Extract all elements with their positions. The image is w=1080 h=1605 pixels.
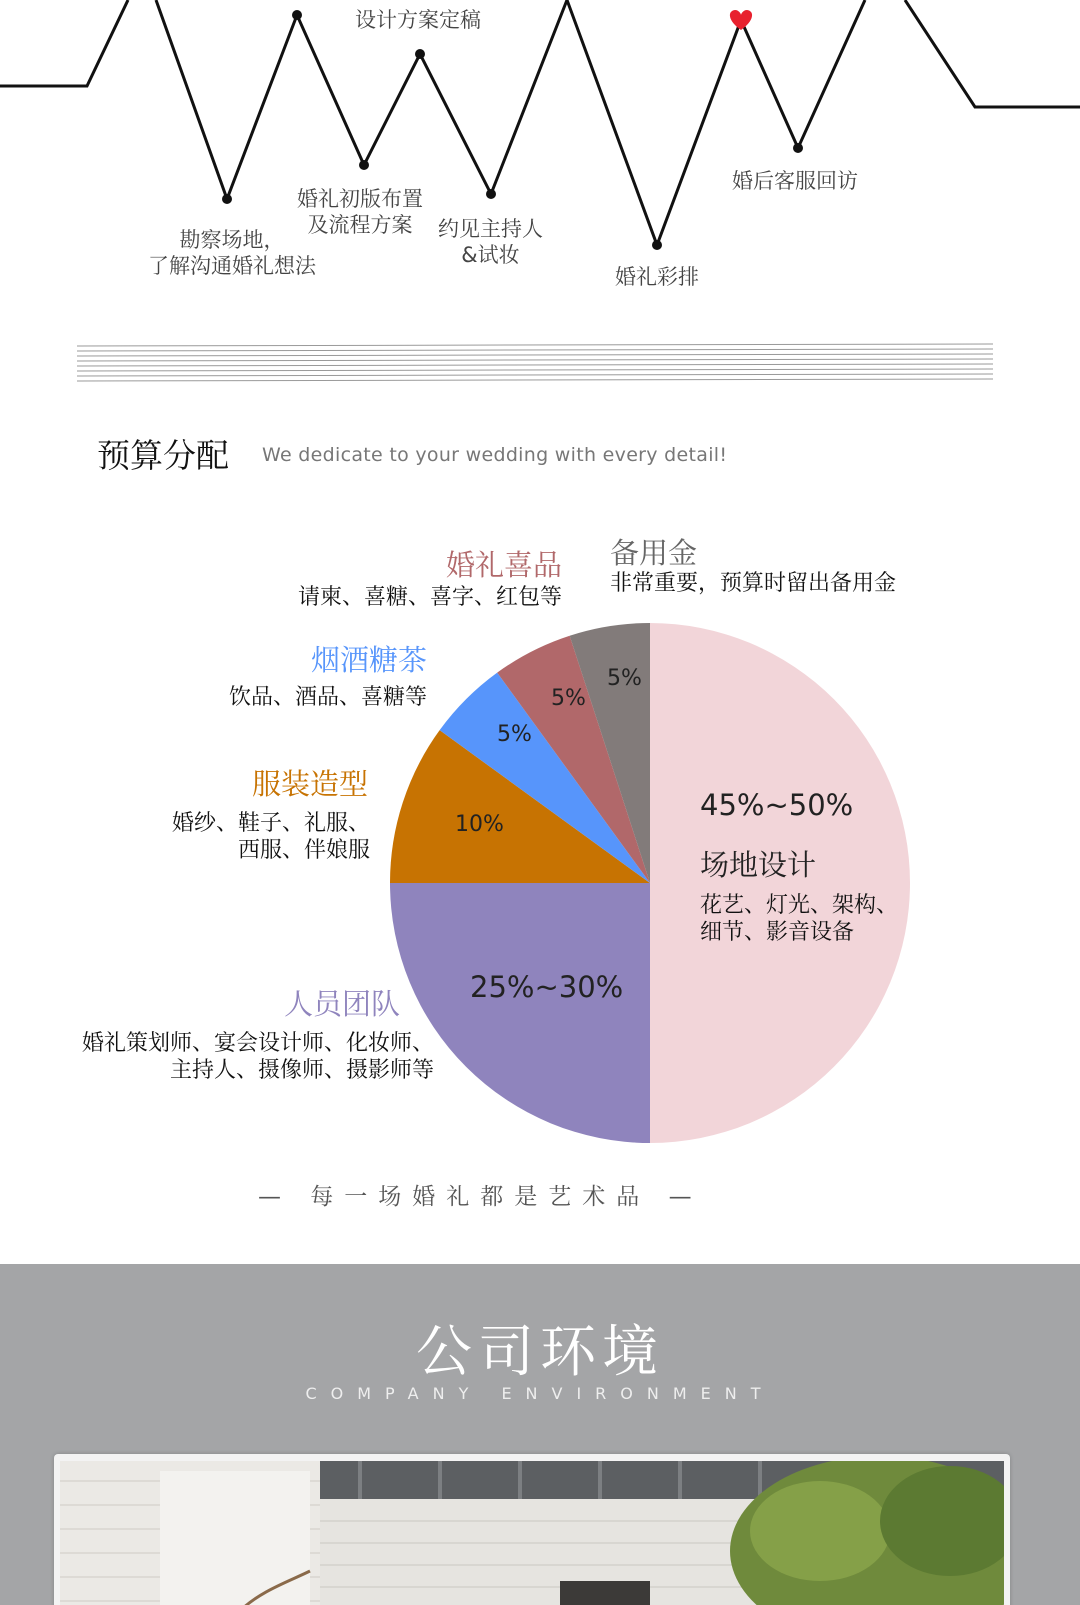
category-title-reserve: 备用金 xyxy=(610,536,698,570)
timeline-dot xyxy=(415,49,425,59)
milestone-survey xyxy=(148,227,316,279)
category-desc-reserve: 非常重要，预算时留出备用金 xyxy=(610,571,897,596)
milestone-followup xyxy=(732,168,858,194)
pct-label-drinks: 5% xyxy=(497,722,532,747)
category-desc-attire: 婚纱、鞋子、礼服、 西服、伴娘服 xyxy=(171,811,370,863)
timeline-dot xyxy=(793,143,803,153)
pct-label-team: 25%~30% xyxy=(470,970,624,1004)
company-title: 公司环境 xyxy=(416,1320,664,1385)
heart-icon xyxy=(730,10,752,30)
milestone-text: 设计方案定稿 xyxy=(355,8,481,32)
pct-label-attire: 10% xyxy=(455,812,504,837)
pct-label-reserve: 5% xyxy=(607,666,642,691)
milestone-finalize xyxy=(355,7,481,33)
category-desc-gifts: 请柬、喜糖、喜字、红包等 xyxy=(297,585,562,610)
category-desc-venue: 花艺、灯光、架构、 细节、影音设备 xyxy=(700,893,899,945)
motto: — 每一场婚礼都是艺术品 — xyxy=(258,1184,703,1210)
pct-label-venue: 45%~50% xyxy=(700,788,854,822)
company-environment-section xyxy=(0,1264,1080,1605)
category-title-gifts: 婚礼喜品 xyxy=(445,548,562,582)
budget-pie-chart xyxy=(385,618,915,1148)
milestone-layout xyxy=(297,186,423,238)
timeline-dot xyxy=(486,189,496,199)
section-divider xyxy=(77,343,993,383)
timeline-dot xyxy=(222,194,232,204)
milestone-text: 婚礼彩排 xyxy=(615,265,699,289)
milestone-text: 勘察场地， 了解沟通婚礼想法 xyxy=(148,228,316,278)
category-title-drinks: 烟酒糖茶 xyxy=(310,643,427,677)
milestone-text: 婚礼初版布置 及流程方案 xyxy=(297,187,423,237)
timeline-line xyxy=(905,0,1080,107)
milestone-host xyxy=(438,216,543,268)
milestone-text: 约见主持人 &试妆 xyxy=(438,217,543,267)
budget-title: 预算分配 xyxy=(97,436,229,475)
milestone-rehearsal xyxy=(615,264,699,290)
category-title-venue: 场地设计 xyxy=(700,848,817,882)
company-photo xyxy=(60,1461,1004,1605)
category-title-attire: 服装造型 xyxy=(251,767,368,801)
company-subtitle: COMPANY ENVIRONMENT xyxy=(305,1384,775,1403)
timeline-dot xyxy=(292,10,302,20)
pie-slice-team xyxy=(390,883,650,1143)
category-desc-drinks: 饮品、酒品、喜糖等 xyxy=(228,685,427,710)
milestone-text: 婚后客服回访 xyxy=(732,169,858,193)
timeline-dot xyxy=(359,160,369,170)
category-title-team: 人员团队 xyxy=(284,987,401,1021)
company-photo-frame xyxy=(54,1454,1010,1605)
timeline-line xyxy=(0,0,128,86)
timeline-line xyxy=(156,0,865,245)
budget-subtitle: We dedicate to your wedding with every detail! xyxy=(262,444,728,466)
timeline-dot xyxy=(652,240,662,250)
pct-label-gifts: 5% xyxy=(551,686,586,711)
category-desc-team: 婚礼策划师、宴会设计师、化妆师、 主持人、摄像师、摄影师等 xyxy=(81,1031,434,1083)
